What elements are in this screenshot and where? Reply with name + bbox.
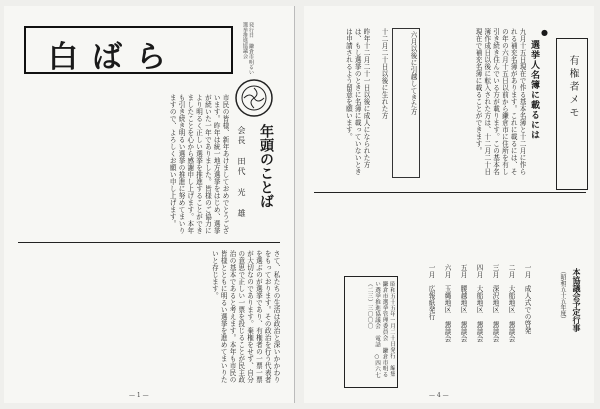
- notice-title: 選挙人名簿に載るには: [529, 40, 539, 140]
- schedule-item: 一月 広報紙発行: [427, 264, 435, 320]
- article-body-lower: さて、私たちの生活は政治と深いかかわりをもっております。その政治を行う代表者を選ぶのが選挙であり、有権者の一票一票が大切なのであります。棄権をせず、自分の意思で正しい一票を投じることが民主政治の基本であると考えます。本年も市民の皆様とともに明るい選挙を進めてまいりたいと存じます。: [210, 250, 280, 383]
- bullet-icon: ●: [541, 28, 548, 37]
- memo-title: 有権者メモ: [567, 55, 578, 120]
- left-page: [4, 6, 295, 403]
- notice-item: 六月以後に引越してきた方: [392, 28, 420, 178]
- article-author: 会長 田代 光 雄: [237, 126, 246, 219]
- page-number: — 4 —: [429, 392, 449, 399]
- schedule-item: 二月 大船地区 懇談会: [507, 264, 515, 343]
- rose-emblem-icon: [232, 76, 276, 120]
- page-number: — 1 —: [129, 392, 149, 399]
- article-heading: 年頭のことば: [258, 124, 274, 208]
- schedule-title: 本協議会予定行事: [572, 268, 582, 332]
- masthead-subtitle: 発行日 鎌倉市明るい選挙推進協議会: [242, 22, 254, 75]
- schedule-item: 六月 玉縄地区 懇談会: [443, 264, 451, 343]
- schedule-subtitle: （昭和五十五年度）: [559, 268, 566, 322]
- masthead-box: [24, 26, 233, 74]
- right-page: [304, 6, 594, 403]
- section-divider: [18, 242, 280, 243]
- notice-body: 九月十五日現在で作る基本名簿と十二月に作られる補充名簿があります。これに載るには、その年の六月十五日以前から鎌倉市に住所を有し引き続き住んでいる方が載ります。この基本名簿作成日以後に転入された方は、十二月二十日現在で補充名簿に載ることができます。: [474, 28, 526, 175]
- schedule-item: 三月 深沢地区 懇談会: [491, 264, 499, 343]
- notice-item: 昨年十二月二十一日以後に成人になられた方は、もし選挙のときに名簿に載っていないときは申請されるよう留意を願います。: [344, 28, 370, 175]
- article-body-upper: 市民の皆様、新年あけましておめでとうございます。昨年は統一地方選挙をはじめ、選挙が続いた一年でありました。皆様のご協力により明るく正しい選挙を推進することができましたことを心から感謝申し上げます。本年も引き続き明るい選挙の推進に努めてまいりますので、よろしくお願い申し上げます。: [168, 94, 229, 234]
- section-divider: [314, 192, 586, 193]
- publication-info: 昭和五十五年一月二十日発行 編集 鎌倉市選挙管理委員会 鎌倉市明るい選挙推進協議会 電話 ○四六七（二三）三〇〇〇: [366, 281, 395, 379]
- notice-item: 十二月二十日以後に生れた方: [380, 28, 388, 119]
- schedule-item: 一月 成人式での啓発: [523, 264, 531, 334]
- masthead-title: 白ばら: [48, 40, 180, 75]
- memo-box: [556, 38, 588, 190]
- publication-info-box: [344, 276, 398, 388]
- schedule-item: 五月 腰越地区 懇談会: [459, 264, 467, 343]
- schedule-item: 四月 大船地区 懇談会: [475, 264, 483, 343]
